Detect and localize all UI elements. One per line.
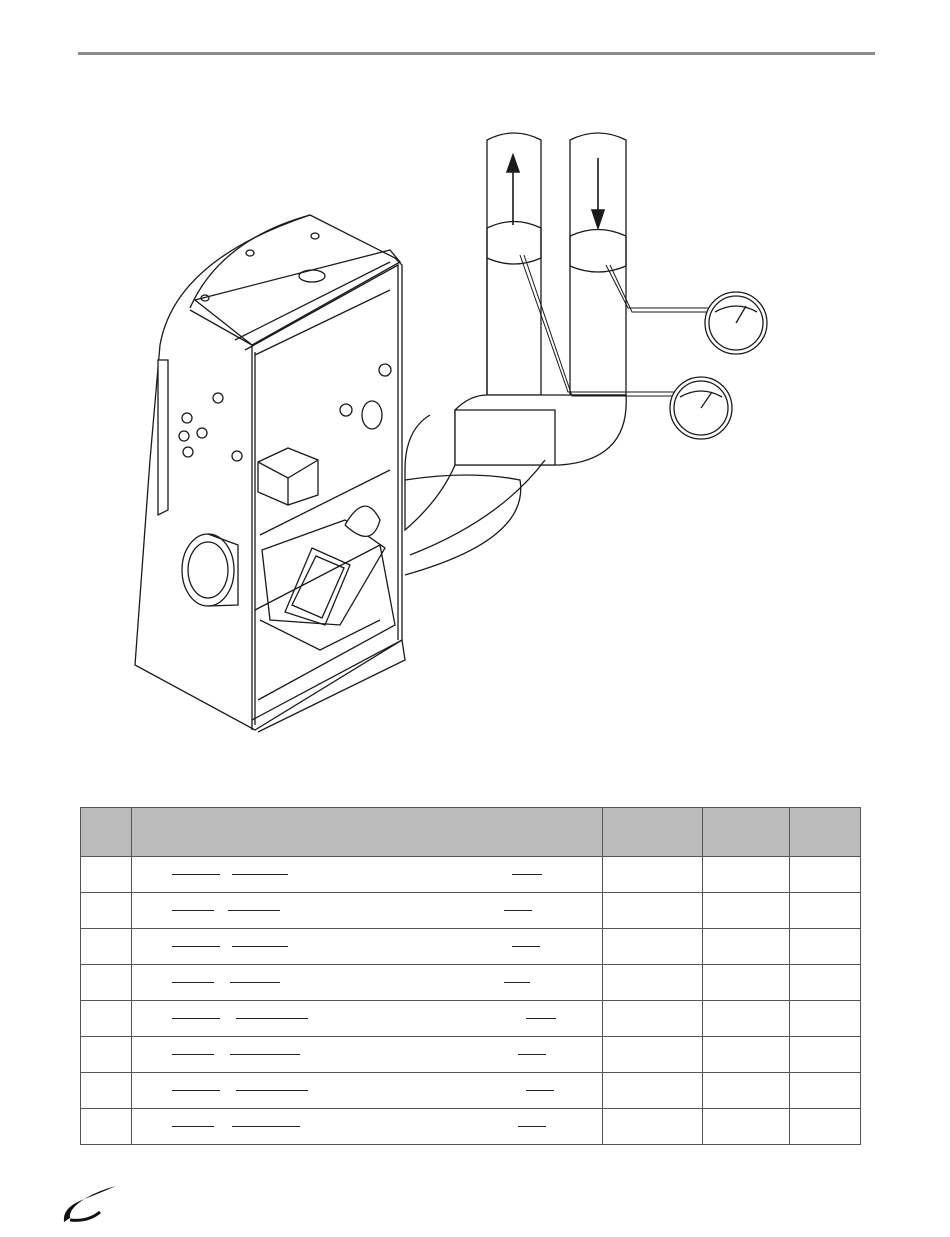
row-number bbox=[81, 965, 132, 1001]
underline bbox=[526, 1018, 556, 1019]
row-value-a bbox=[603, 893, 703, 929]
row-value-b bbox=[703, 857, 790, 893]
row-number bbox=[81, 1001, 132, 1037]
table-row bbox=[81, 857, 861, 893]
table-row bbox=[81, 965, 861, 1001]
row-value-b bbox=[703, 1109, 790, 1145]
header-cell bbox=[603, 808, 703, 857]
row-description bbox=[132, 965, 603, 1001]
underline bbox=[526, 1090, 554, 1091]
underline bbox=[512, 946, 540, 947]
row-value-a bbox=[603, 1037, 703, 1073]
row-number bbox=[81, 929, 132, 965]
underline bbox=[172, 946, 220, 947]
row-value-b bbox=[703, 965, 790, 1001]
underline bbox=[512, 874, 542, 875]
row-value-c bbox=[790, 1001, 861, 1037]
pressure-gauge-icon bbox=[670, 377, 732, 439]
header-cell bbox=[790, 808, 861, 857]
row-description bbox=[132, 857, 603, 893]
row-value-c bbox=[790, 965, 861, 1001]
row-value-a bbox=[603, 965, 703, 1001]
underline bbox=[172, 1054, 214, 1055]
brand-swoosh-logo bbox=[60, 1178, 120, 1226]
underline bbox=[232, 1126, 300, 1127]
table-header-row bbox=[81, 808, 861, 857]
row-value-c bbox=[790, 893, 861, 929]
row-value-b bbox=[703, 1037, 790, 1073]
row-number bbox=[81, 857, 132, 893]
underline bbox=[232, 946, 288, 947]
table-row bbox=[81, 1037, 861, 1073]
table-row bbox=[81, 1109, 861, 1145]
row-number bbox=[81, 1109, 132, 1145]
row-value-b bbox=[703, 1001, 790, 1037]
underline bbox=[504, 910, 532, 911]
row-value-c bbox=[790, 1037, 861, 1073]
underline bbox=[504, 982, 530, 983]
underline bbox=[236, 1090, 308, 1091]
header-cell bbox=[132, 808, 603, 857]
table-row bbox=[81, 929, 861, 965]
row-number bbox=[81, 893, 132, 929]
row-value-a bbox=[603, 929, 703, 965]
row-value-c bbox=[790, 1109, 861, 1145]
duct-elbow bbox=[405, 395, 626, 575]
underline bbox=[172, 910, 214, 911]
underline bbox=[518, 1126, 546, 1127]
row-description bbox=[132, 1073, 603, 1109]
row-description bbox=[132, 1001, 603, 1037]
pressure-gauge-icon bbox=[705, 292, 767, 354]
row-description bbox=[132, 1109, 603, 1145]
underline bbox=[230, 1054, 300, 1055]
row-number bbox=[81, 1073, 132, 1109]
row-value-c bbox=[790, 929, 861, 965]
table-row bbox=[81, 1073, 861, 1109]
underline bbox=[172, 1018, 220, 1019]
underline bbox=[232, 874, 288, 875]
row-value-a bbox=[603, 1109, 703, 1145]
underline bbox=[228, 910, 280, 911]
underline bbox=[230, 982, 280, 983]
underline bbox=[518, 1054, 546, 1055]
row-number bbox=[81, 1037, 132, 1073]
header-cell bbox=[703, 808, 790, 857]
header-cell bbox=[81, 808, 132, 857]
row-description bbox=[132, 929, 603, 965]
underline bbox=[236, 1018, 308, 1019]
row-value-a bbox=[603, 1001, 703, 1037]
table-row bbox=[81, 1001, 861, 1037]
underline bbox=[172, 982, 214, 983]
row-value-b bbox=[703, 893, 790, 929]
row-value-a bbox=[603, 1073, 703, 1109]
row-value-c bbox=[790, 1073, 861, 1109]
underline bbox=[172, 1126, 214, 1127]
table-row bbox=[81, 893, 861, 929]
underline bbox=[172, 874, 220, 875]
row-value-b bbox=[703, 929, 790, 965]
row-description bbox=[132, 1037, 603, 1073]
row-value-b bbox=[703, 1073, 790, 1109]
row-description bbox=[132, 893, 603, 929]
cabinet bbox=[135, 215, 405, 732]
underline bbox=[172, 1090, 220, 1091]
row-value-c bbox=[790, 857, 861, 893]
row-value-a bbox=[603, 857, 703, 893]
spec-table bbox=[80, 807, 861, 1145]
